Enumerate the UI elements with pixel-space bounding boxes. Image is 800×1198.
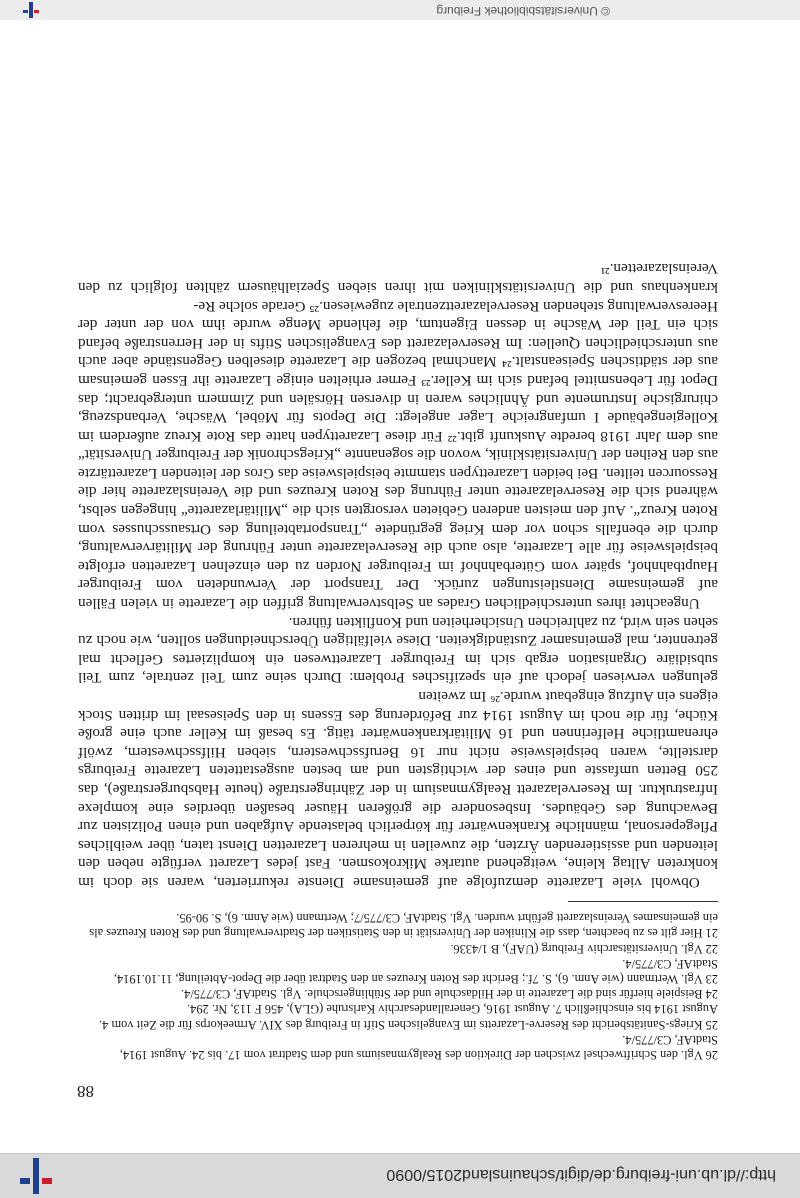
body-text (78, 259, 718, 891)
viewer-header-bar (0, 1153, 800, 1198)
paragraph-continuation: gelungen verwiesen jedoch auf ein spezifisches Problem: Durch seine zum Teil zentrale, zum Teil subsidiäre Organisation ergab sich im Freiburger Lazarettwesen ein kompliziertes Geflecht mal getrennter, mal gemeinsamer Zuständigkeiten. Diese vielfältigen Überschneidungen sollten, wie noch zu sehen sein wird, zu zahlreichen Unsicherheiten und Konflikten führen. (78, 613, 718, 687)
footnote-25: 25 Kriegs-Sanitätsbericht des Reserve-Lazaretts im Evangelischen Stift in Freiburg des XIV. Armeekorps für die Zeit vom 4. August 1914 bis einschließlich 7. August 1916, Generallandesarchiv Karlsruhe (GLA), 456 F 113, Nr. 294. (99, 1002, 718, 1032)
footnotes (78, 910, 718, 1062)
footnote-24: 24 Beispiele hierfür sind die Lazarette in der Hildaschule und der Stühlingerschule. Vgl. StadtAF, C3/775/4. (181, 987, 718, 1002)
paragraph-obwohl: Obwohl viele Lazarette demzufolge auf gemeinsame Dienste rekurrierten, waren sie doch im konkreten Alltag kleine, weitgehend autarke Mikrokosmen. Fast jedes Lazarett verfügte neben den leitenden und assistierenden Ärzten, die zuweilen in mehreren Lazaretten Dienst taten, über weibliches Pflegepersonal, männliche Krankenwärter für körperlich belastende Aufgaben und einen Polizisten zur Bewachung des Gebäudes. Insbesondere die größeren Häuser besaßen überdies eine komplexe Infrastruktur. Im Reservelazarett Realgymnasium in der Zähringerstraße (heute Habsburgerstraße), das 250 Betten umfasste und eines der wichtigsten und am besten ausgestatteten Lazarette Freiburgs darstellte, waren beispielsweise nicht nur 16 Berufsschwestern, sieben Hilfsschwestern, zwölf ehrenamtliche Helferinnen und 16 Militärkrankenwärter tätig. Es besaß im Keller auch eine große Küche, für die noch im August 1914 zur Beförderung des Essens in den Speisesaal im dritten Stock eigens ein Aufzug eingebaut wurde.²⁶ Im zweiten (78, 688, 718, 891)
footnote-22: 22 Vgl. Universitätsarchiv Freiburg (UAF), B 1/4336. (450, 941, 718, 956)
source-url[interactable]: http://dl.ub.uni-freiburg.de/digit/schauinsland2015/0090 (386, 1166, 776, 1183)
page-content (78, 259, 718, 1062)
paragraph-ungeachtet: Ungeachtet ihres unterschiedlichen Grades an Selbstverwaltung griffen die Lazarette in vielen Fällen auf gemeinsame Dienstleistungen zurück. Der Transport der Verwundeten vom Freiburger Hauptbahnhof, später vom Güterbahnhof im Freiburger Norden zu den einzelnen Lazaretten erfolgte beispielsweise für alle Lazarette, also auch die Reservelazarette unter Führung der Militärverwaltung, durch die ebenfalls schon vor dem Krieg gegründete „Transportabteilung des Ortsausschusses vom Roten Kreuz“. Auf den meisten anderen Gebieten versorgten sich die „Militärlazarette“ hingegen selbst, während sich die Reservelazarette unter Führung des Roten Kreuzes und die Vereinslazarette hier die Ressourcen teilten. Bei beiden Lazarettypen stammte beispielsweise das Gros der leitenden Lazarettärzte aus den Reihen der Universitätsklinik, wovon die sogenannte „Kriegschronik der Freiburger Universität“ aus dem Jahr 1918 beredte Auskunft gibt.²² Für diese Lazarettypen hatte das Rote Kreuz außerdem im Kollegiengebäude I umfangreiche Lager angelegt: Die Depots für Möbel, Wäsche, Verbandszeug, chirurgische Instrumente und Ähnliches waren in diversen Hörsälen und Zimmern untergebracht; das Depot für Lebensmittel befand sich im Keller.²³ Ferner erhielten einige Lazarette ihr Essen gemeinsam aus der städtischen Speiseanstalt.²⁴ Manchmal bezogen die Lazarette dieselben Gegenstände aber auch aus unterschiedlichen Quellen: Im Reservelazarett des Evangelischen Stifts in der Herrenstraße befand sich ein Teil der Wäsche in dessen Eigentum, die fehlende Menge wurde ihm von der unter der Heeresverwaltung stehenden Reservelazarettzentrale zugewiesen.²⁵ Gerade solche Re- (78, 297, 718, 613)
footnote-21: 21 Hier gilt es zu beachten, dass die Kliniken der Universität in den Statistiken der Stadtverwaltung und des Roten Kreuzes als ein gemeinsames Vereinslazarett geführt wurden. Vgl. StadtAF, C3/775/7; Wertmann (wie Anm. 6), S. 90-95. (89, 911, 718, 941)
ub-freiburg-logo-icon (16, 1158, 56, 1194)
paragraph-opening: krankenhaus und die Universitätskliniken mit ihren sieben Spezialhäusern zählten folglich zu den Vereinslazaretten.²¹ (78, 260, 718, 296)
footnote-separator (568, 901, 718, 902)
viewer-footer-bar (0, 0, 800, 20)
footnote-23: 23 Vgl. Wertmann (wie Anm. 6), S. 7f.; Bericht des Roten Kreuzes an den Stadtrat über die Depot-Abteilung, 11.10.1914, StadtAF, C3/775/4. (113, 956, 718, 986)
footer-copyright: © Universitätsbibliothek Freiburg (436, 4, 610, 18)
footnote-26: 26 Vgl. den Schriftwechsel zwischen der Direktion des Realgymnasiums und dem Stadtrat vom 17. bis 24. August 1914, StadtAF, C3/775/4. (119, 1032, 718, 1062)
page-number: 88 (77, 1082, 94, 1101)
ub-freiburg-mini-logo-icon (22, 2, 40, 18)
